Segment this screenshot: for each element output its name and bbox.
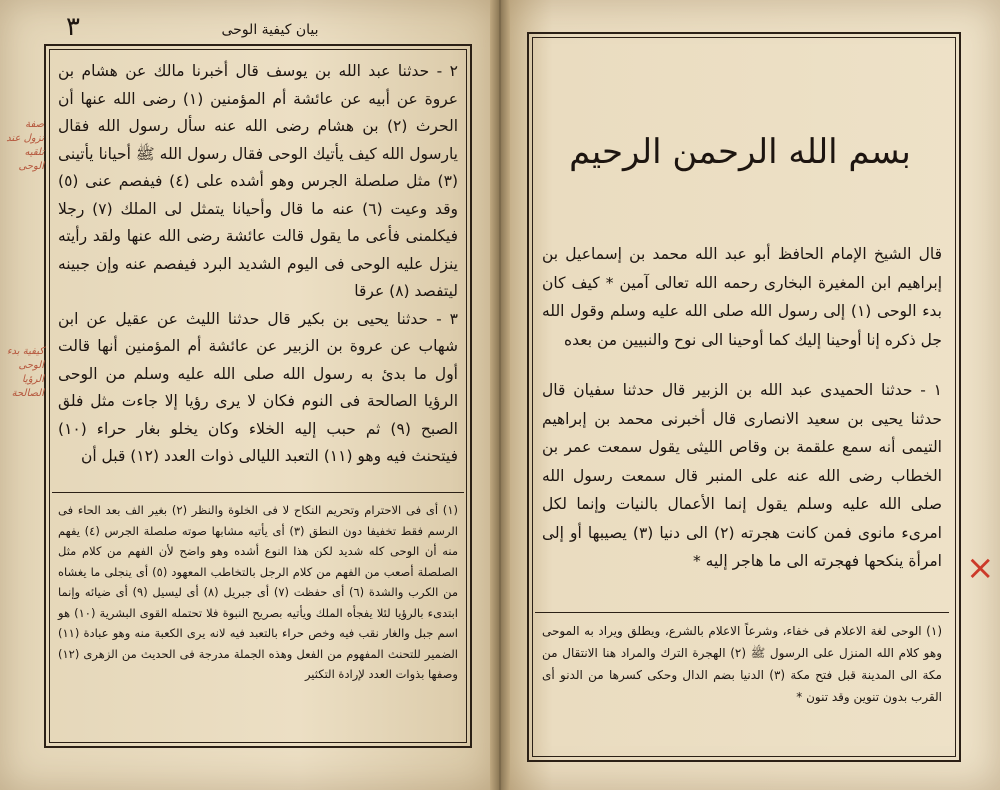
running-head: بيان كيفية الوحى [221, 22, 319, 38]
hadith-3: ٣ - حدثنا يحيى بن بكير قال حدثنا الليث عن عقيل عن ابن شهاب عن عروة بن الزبير عن عائشة أم المؤمنين أنها قالت أول ما بدئ به رسول الله صلى الله عليه وسلم من الوحى الرؤيا الصالحة فى النوم فكان لا يرى رؤيا إلا جاءت مثل فلق الصبح (٩) ثم حبب إليه الخلاء وكان يخلو بغار حراء (١٠) فيتحنث فيه وهو (١١) التعبد الليالى ذوات العدد (١٢) قبل أن [58, 309, 458, 465]
red-x-mark: × [966, 548, 995, 588]
page-number: ٣ [66, 12, 80, 42]
left-footnotes: (١) أى فى الاحترام وتحريم النكاح لا فى الخلوة والنظر (٢) بغير الف بعد الحاء فى الرسم فقط تخفيفا دون النطق (٣) أى يأتيه مشابها صوته صلصلة الجرس (٤) يفهم منه أن الوحى كله شديد لكن هذا النوع أشده وهو واضح لأن الفهم من كلام مثل الصلصلة أصعب من الفهم من كلام الرجل بالتخاطب المعهود (٥) أى ينجلى ما يغشاه من الكرب والشدة (٦) أى حفظت (٧) أى جبريل (٨) أى ليسيل (٩) أى ضيائه وإنما ابتدىء بالرؤيا لئلا يفجأه الملك ويأتيه بصريح النبوة فلا تحتمله القوى البشرية (١٠) هو اسم جبل والغار نقب فيه وخص حراء بالتعبد فيه لانه يرى الكعبة منه وهو عبادة (١١) الضمير للتحنث المفهوم من الفعل وهذه الجملة مدرجة فى الحديث من الزهرى (١٢) وصفها بذوات العدد لإرادة التكثير [58, 503, 458, 681]
footnote-divider-right [535, 612, 949, 613]
hadith-1: ١ - حدثنا الحميدى عبد الله بن الزبير قال حدثنا سفيان قال حدثنا يحيى بن سعيد الانصارى قال أخبرنى محمد بن إبراهيم التيمى أنه سمع علقمة بن وقاص الليثى يقول سمعت عمر بن الخطاب رضى الله عنه على المنبر قال سمعت رسول الله صلى الله عليه وسلم يقول إنما الأعمال بالنيات وإنما لكل امرىء مانوى فمن كانت هجرته (٢) الى دنيا (٣) يصيبها أو إلى امرأة ينكحها فهجرته الى ما هاجر إليه * [542, 381, 942, 570]
intro-paragraph: قال الشيخ الإمام الحافظ أبو عبد الله محمد بن إسماعيل بن إبراهيم ابن المغيرة البخارى رحمه الله تعالى آمين * كيف كان بدء الوحى (١) إلى رسول الله صلى الله عليه وسلم وقول الله جل ذكره إنا أوحينا إليك كما أوحينا الى نوح والنبيين من بعده [542, 245, 942, 349]
basmala-heading: بسم الله الرحمن الرحيم [569, 132, 911, 172]
margin-note-top: صفة نزول عند تلقيه الوحى [6, 119, 44, 172]
right-footnotes: (١) الوحى لغة الاعلام فى خفاء، وشرعاً الاعلام بالشرع، ويطلق ويراد به الموحى وهو كلام الله المنزل على الرسول ﷺ (٢) الهجرة الترك والمراد هنا الانتقال من مكة الى المدينة قبل فتح مكة (٣) الدنيا بضم الدال وحكى كسرها من الدنو أى القرب بدون تنوين وقد تنون * [542, 624, 943, 704]
hadith-2: ٢ - حدثنا عبد الله بن يوسف قال أخبرنا مالك عن هشام بن عروة عن أبيه عن عائشة أم المؤمنين (١) رضى الله عنها أن الحرث (٢) بن هشام رضى الله عنه سأل رسول الله فقال يارسول الله كيف يأتيك الوحى فقال رسول الله ﷺ أحيانا يأتينى (٣) مثل صلصلة الجرس وهو أشده على (٤) فيفصم عنى (٥) وقد وعيت (٦) عنه ما قال وأحيانا يتمثل لى الملك (٧) رجلا فيكلمنى فأعى ما يقول قالت عائشة رضى الله عنها ولقد رأيته ينزل عليه الوحى فى اليوم الشديد البرد فيفصم عنه وإن جبينه ليتفصد (٨) عرقا [58, 62, 458, 300]
right-body-text [542, 240, 942, 576]
footnote-divider [52, 492, 464, 493]
left-body-text [58, 58, 458, 471]
margin-note-middle: كيفية بدء الوحى الرؤيا الصالحة [6, 346, 44, 399]
book-gutter [490, 0, 510, 790]
